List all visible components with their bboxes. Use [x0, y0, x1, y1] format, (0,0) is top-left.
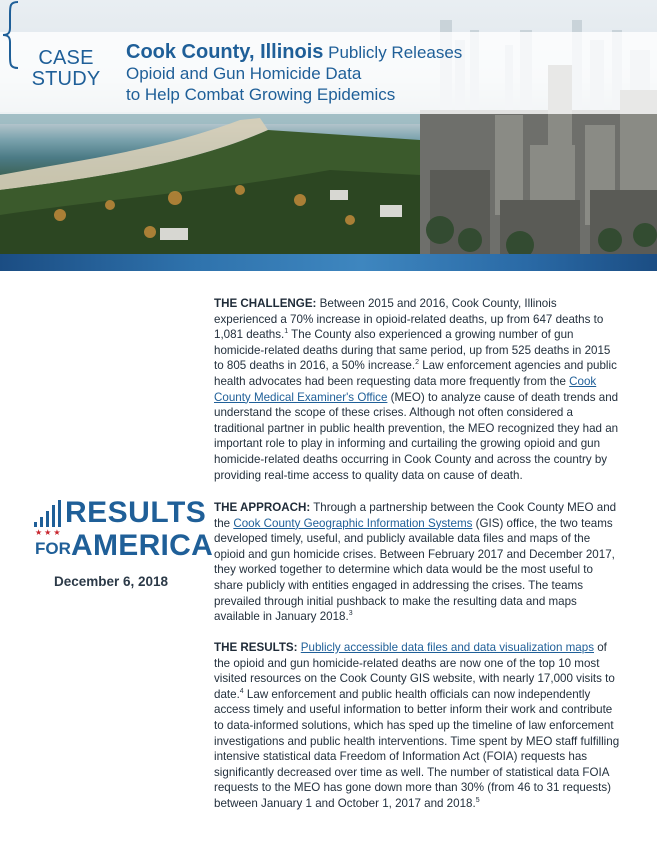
blue-divider-stripe [0, 254, 657, 271]
publication-date: December 6, 2018 [53, 574, 169, 589]
footnote-5: 5 [475, 797, 480, 805]
case-study-title [126, 42, 556, 105]
results-text-2: Law enforcement and public health officials can now independently access timely and useful information to better inform their work and contribute to data-informed solutions, which has sped up the timeline of law enforcement investigations and public health interventions. Time spent by MEO staff fulfilling intensive statistical data Freedom of Information Act (FOIA) requests has significantly decreased over time as well. The number of statistical data FOIA requests to the MEO has gone down more than 30% (from 46 to 31 requests) between January 1 and October 1, 2017 and 2018. [214, 687, 620, 810]
challenge-text-2: The County also experienced a growing number of gun homicide-related deaths during that same period, up from 525 deaths in 2015 to 805 deaths in 2016, a 50% increase. [214, 328, 611, 373]
approach-text-2: (GIS) office, the two teams developed timely, useful, and publicly available data files and maps of the opioid and gun homicide crises. Between February 2017 and December 2017, they worked together to determine which data would be the most useful to share publicly with entities engaged in addressing the crises. The teams prevailed through initial pushback to make the resulting data and maps available in January 2018. [214, 516, 615, 624]
meo-link[interactable]: Cook County Medical Examiner's Office [214, 374, 597, 404]
approach-heading: THE APPROACH: [214, 501, 311, 514]
challenge-text-1: Between 2015 and 2016, Cook County, Illinois experienced a 70% increase in opioid-related deaths, up from 647 deaths to 1,081 deaths. [214, 297, 604, 342]
results-paragraph [214, 640, 622, 812]
title-line3: to Help Combat Growing Epidemics [126, 85, 396, 104]
title-line1-rest: Publicly Releases [323, 43, 463, 62]
logo-results-text: RESULTS [65, 496, 207, 529]
bar-chart-logo-icon [33, 500, 63, 528]
case-study-label: CASE STUDY [31, 47, 101, 90]
approach-text-1: Through a partnership between the Cook County MEO and the [214, 501, 617, 530]
logo-for-text: FOR [35, 539, 71, 558]
title-line2: Opioid and Gun Homicide Data [126, 64, 362, 83]
data-files-link[interactable]: Publicly accessible data files and data visualization maps [300, 641, 594, 654]
challenge-text-4: (MEO) to analyze cause of death trends and understand the scope of these crises. Although not often considered a traditional partner in public health prevention, the MEO recognized they had an important role to play in informing and curtailing the growing opioid and gun homicide-related deaths occurring in Cook County and across the country by providing real-time access to quality data on cause of death. [214, 390, 619, 482]
footnote-4: 4 [239, 687, 244, 695]
challenge-text-3: Law enforcement agencies and public health advocates had been requesting data more frequently from the [214, 359, 617, 388]
footnote-3: 3 [348, 610, 353, 618]
gis-link[interactable]: Cook County Geographic Information Systems [233, 516, 473, 530]
results-heading: THE RESULTS: [214, 641, 298, 654]
footnote-2: 2 [415, 359, 420, 367]
challenge-paragraph [214, 296, 622, 483]
approach-paragraph [214, 500, 622, 625]
results-text-1: of the opioid and gun homicide-related deaths are now one of the top 10 most visited resources on the Cook County GIS website, with nearly 17,000 visits to date. [214, 641, 615, 701]
curly-brace-icon [0, 0, 22, 70]
results-for-america-logo [33, 496, 214, 562]
logo-stars-icon: ★★★ [35, 528, 63, 537]
title-county: Cook County, Illinois [126, 41, 324, 63]
challenge-heading: THE CHALLENGE: [214, 297, 317, 310]
logo-america-text: AMERICA [71, 529, 214, 562]
footnote-1: 1 [284, 328, 289, 336]
hero-cityscape-photo [0, 0, 657, 254]
